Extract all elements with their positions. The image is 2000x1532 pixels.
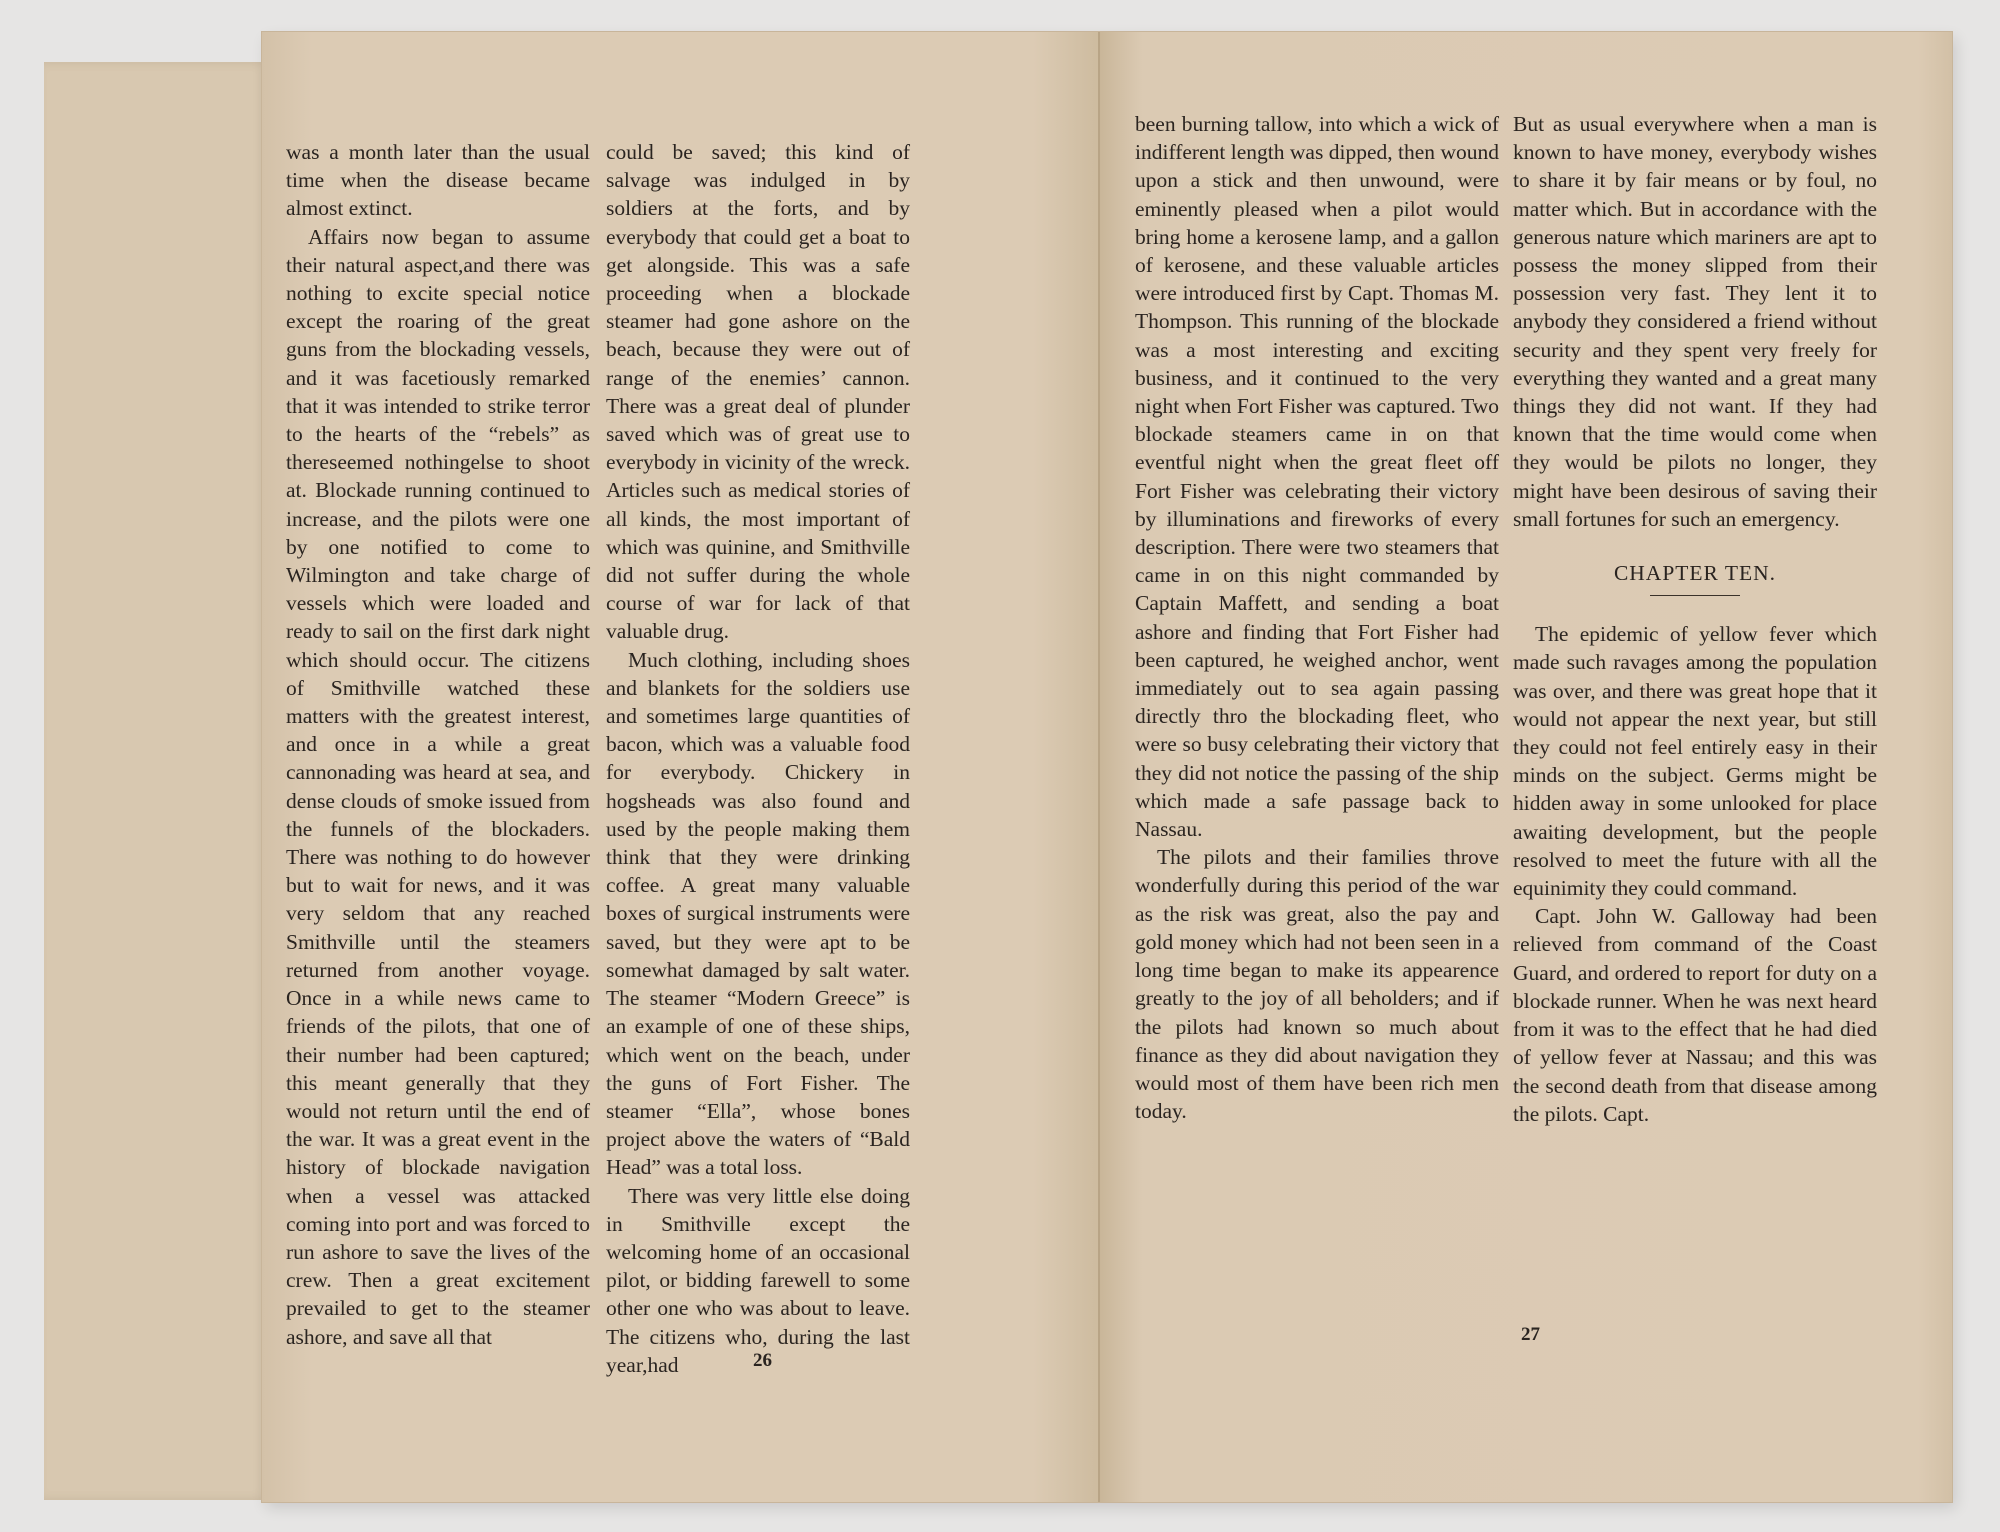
paragraph: was a month later than the usual time when the disease became almost extinct. bbox=[286, 140, 590, 221]
paragraph: Capt. John W. Galloway had been relieved from command of the Coast Guard, and ordered to report for duty on a blockade runner. When he was next heard from it was to the effect that he had died of yellow fever at Nassau; and this was the second death from that disease among the pilots. Capt. bbox=[1513, 904, 1877, 1126]
paragraph: Affairs now began to assume their natural aspect,and there was nothing to excite special notice except the roaring of the great guns from the blockading vessels, and it was facetiously remarked that it was intended to strike terror to the hearts of the “rebels” as thereseemed nothingelse to shoot at. Blockade running continued to increase, and the pilots were one by one notified to come to Wilmington and take charge of vessels which were loaded and ready to sail on the first dark night which should occur. The citizens of Smithville watched these matters with the greatest interest, and once in a while a great cannonading was heard at sea, and dense clouds of smoke issued from the funnels of the blockaders. There was nothing to do however but to wait for news, and it was very seldom that any reached Smithville until the steamers returned from another voyage. Once in a while news came to friends of the pilots, that one of their number had been captured; this meant generally that they would not return until the end of the war. It was a great event in the history of blockade navigation when a vessel was attacked coming into port and was forced to run ashore to save the lives of the crew. Then a great excitement prevailed to get to the steamer ashore, and save all that bbox=[286, 224, 590, 1349]
chapter-heading: CHAPTER TEN. bbox=[1613, 561, 1777, 586]
paragraph: been burning tallow, into which a wick of indifferent length was dipped, then wound upon a stick and then unwound, were eminently pleased when a pilot would bring home a kerosene lamp, and a gallon of kerosene, and these valuable articles were introduced first by Capt. Thomas M. Thompson. This running of the blockade was a most interesting and exciting business, and it continued to the very night when Fort Fisher was captured. Two blockade steamers came in on that eventful night when the great fleet off Fort Fisher was celebrating their victory by illuminations and fireworks of every description. There were two steamers that came in on this night commanded by Captain Maffett, and sending a boat ashore and finding that Fort Fisher had been captured, he weighed anchor, went immediately out to sea again passing directly thro the blockading fleet, who were so busy celebrating their victory that they did not notice the passing of the ship which made a safe passage back to Nassau. bbox=[1135, 112, 1499, 842]
paragraph: The epidemic of yellow fever which made such ravages among the population was over, and there was great hope that it would not appear the next year, but still they could not feel entirely easy in their minds on the subject. Germs might be hidden away in some unlooked for place awaiting development, but the people resolved to meet the future with all the equinimity they could command. bbox=[1513, 622, 1877, 901]
paragraph: There was very little else doing in Smithville except the welcoming home of an occasional pilot, or bidding farewell to some other one who was about to leave. The citizens who, during the last year,had bbox=[606, 1183, 910, 1377]
paragraph: could be saved; this kind of salvage was indulged in by soldiers at the forts, and by everybody that could get a boat to get alongside. This was a safe proceeding when a blockade steamer had gone ashore on the beach, because they were out of range of the enemies’ cannon. There was a great deal of plunder saved which was of great use to everybody in vicinity of the wreck. Articles such as medical stories of all kinds, the most important of which was quinine, and Smithville did not suffer during the whole course of war for lack of that valuable drug. bbox=[606, 140, 910, 644]
left-page-column-1 bbox=[286, 138, 590, 1351]
book-spread bbox=[262, 32, 1952, 1502]
left-page bbox=[262, 32, 1100, 1502]
torn-previous-page bbox=[44, 62, 273, 1500]
right-page-column-2 bbox=[1513, 110, 1877, 1128]
paragraph: But as usual everywhere when a man is known to have money, everybody wishes to share it by fair means or by foul, no matter which. But in accordance with the generous nature which mariners are apt to possess the money slipped from their possession very fast. They lent it to anybody they considered a friend without security and they spent very freely for everything they wanted and a great many things they did not want. If they had known that the time would come when they would be pilots no longer, they might have been desirous of saving their small fortunes for such an emergency. bbox=[1513, 112, 1877, 531]
right-page bbox=[1100, 32, 1952, 1502]
right-page-column-1 bbox=[1135, 110, 1499, 1125]
chapter-rule bbox=[1650, 595, 1740, 596]
paragraph: Much clothing, including shoes and blankets for the soldiers use and sometimes large quantities of bacon, which was a valuable food for everybody. Chickery in hogsheads was also found and used by the people making them think that they were drinking coffee. A great many valuable boxes of surgical instruments were saved, but they were apt to be somewhat damaged by salt water. The steamer “Modern Greece” is an example of one of these ships, which went on the beach, under the guns of Fort Fisher. The steamer “Ella”, whose bones project above the waters of “Bald Head” was a total loss. bbox=[606, 647, 910, 1180]
page-number-right: 27 bbox=[1521, 1324, 1540, 1345]
paragraph: The pilots and their families throve wonderfully during this period of the war as the risk was great, also the pay and gold money which had not been seen in a long time began to make its appearence greatly to the joy of all beholders; and if the pilots had known so much about finance as they did about navigation they would most of them have been rich men today. bbox=[1135, 845, 1499, 1124]
page-number-left: 26 bbox=[753, 1350, 772, 1371]
left-page-column-2 bbox=[606, 138, 910, 1379]
